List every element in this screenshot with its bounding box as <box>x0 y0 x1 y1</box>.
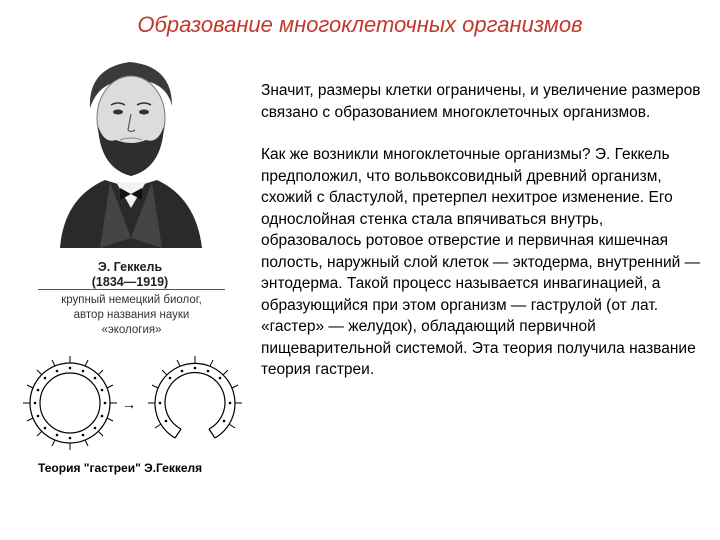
gastrea-diagram <box>20 345 255 465</box>
transition-arrow: → <box>122 396 136 412</box>
portrait-description-line: крупный немецкий биолог, <box>61 294 202 306</box>
main-text <box>261 80 701 381</box>
portrait-description <box>38 293 225 338</box>
portrait-description-line: «экология» <box>101 324 162 336</box>
blastula-figure <box>23 356 117 450</box>
haeckel-portrait-image <box>50 48 210 248</box>
portrait-caption <box>40 260 220 290</box>
paragraph-gastrea-theory: Как же возникли многоклеточные организмы? Э. Геккель предположил, что вольвоксовидный древний организм, схожий с бластулой, претерпел нехитрое изменение. Его однослойная стенка стала впячиваться внутрь, образовалось ротовое отверстие и первичная кишечная полость, наружный слой клеток — эктодерма, внутренний — энтодерма. Такой процесс называется инвагинацией, а образующийся при этом организм — гаструлой (от лат. «гастер» — желудок), обладающий первичной пищеварительной системой. Эта теория получила название теория гастреи. <box>261 146 701 378</box>
portrait-years: (1834—1919) <box>91 275 169 289</box>
diagram-caption: Теория "гастреи" Э.Геккеля <box>38 461 203 475</box>
gastrula-figure <box>148 356 242 438</box>
caption-divider <box>38 289 225 290</box>
slide-title: Образование многоклеточных организмов <box>137 12 583 37</box>
portrait-description-line: автор названия науки <box>73 309 190 321</box>
paragraph-cell-size: Значит, размеры клетки ограничены, и увеличение размеров связано с образованием многоклеточных организмов. <box>261 82 701 121</box>
portrait-name: Э. Геккель <box>97 260 163 274</box>
